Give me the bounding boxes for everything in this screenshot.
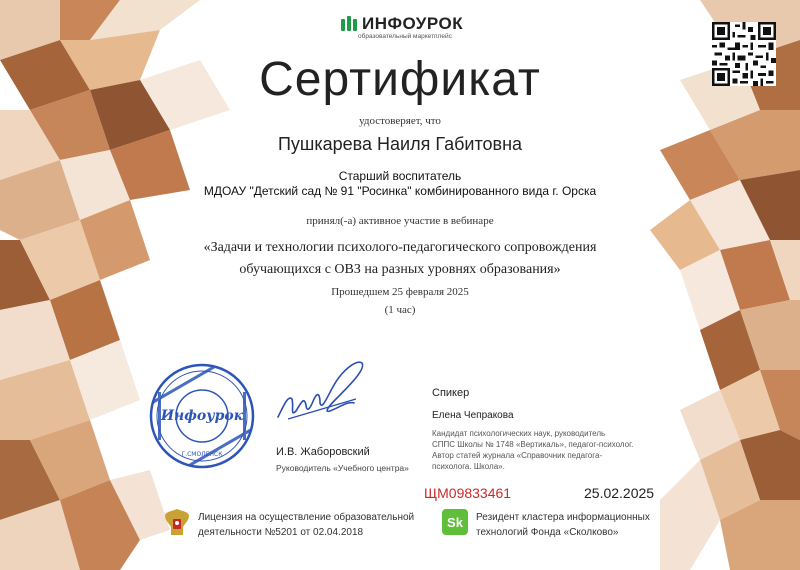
speaker-desc-line3: Автор статей журнала «Справочник педагога- (432, 451, 603, 460)
webinar-topic-line1: «Задачи и технологии психолого-педагогического сопровождения (203, 240, 597, 255)
infourok-leaf-icon (340, 15, 358, 33)
license-line1: Лицензия на осуществление образовательной (198, 512, 415, 523)
logo-name: ИНФОУРОК (362, 14, 464, 33)
participation-text: принял(-а) активное участие в вебинаре (306, 215, 494, 227)
speaker-desc-line2: СППС Школы № 1748 «Вертикаль», педагог-психолог. (432, 440, 634, 449)
russian-emblem-icon (163, 507, 191, 539)
webinar-date: Прошедшем 25 февраля 2025 (331, 286, 469, 298)
recipient-position: Старший воспитатель (338, 169, 462, 183)
logo-tagline: образовательный маркетплейс (358, 33, 452, 40)
speaker-desc-line4: психолога. Школа». (432, 462, 505, 471)
speaker-desc-line1: Кандидат психологических наук, руководитель (432, 429, 606, 438)
signatory-name: И.В. Жаборовский (276, 446, 370, 458)
license-line2: деятельности №5201 от 02.04.2018 (198, 527, 364, 538)
webinar-topic-line2: обучающихся с ОВЗ на разных уровнях образования» (239, 262, 561, 277)
infourok-logo (340, 14, 463, 34)
stamp-city-text: Г.СМОЛЕНСК (181, 451, 223, 458)
issue-date: 25.02.2025 (584, 485, 655, 501)
stamp-center-text: Инфоурок (160, 408, 244, 424)
signatory-role: Руководитель «Учебного центра» (276, 463, 409, 473)
recipient-name: Пушкарева Наиля Габитовна (277, 134, 523, 154)
signature-image (270, 355, 370, 435)
speaker-heading: Спикер (432, 387, 470, 399)
speaker-description (432, 428, 672, 472)
certificate-title: Сертификат (259, 53, 541, 106)
certifies-text: удостоверяет, что (359, 115, 441, 127)
skolkovo-badge-text: Sk (447, 514, 463, 530)
speaker-name: Елена Чепракова (432, 410, 514, 421)
skolkovo-line2: технологий Фонда «Сколково» (476, 527, 619, 538)
skolkovo-icon (442, 509, 468, 535)
organization-stamp (148, 362, 256, 470)
skolkovo-line1: Резидент кластера информационных (476, 512, 650, 523)
recipient-organization: МДОАУ "Детский сад № 91 "Росинка" комбинированного вида г. Орска (203, 184, 597, 198)
certificate-code: ЩМ09833461 (424, 485, 512, 501)
webinar-duration: (1 час) (384, 304, 416, 316)
